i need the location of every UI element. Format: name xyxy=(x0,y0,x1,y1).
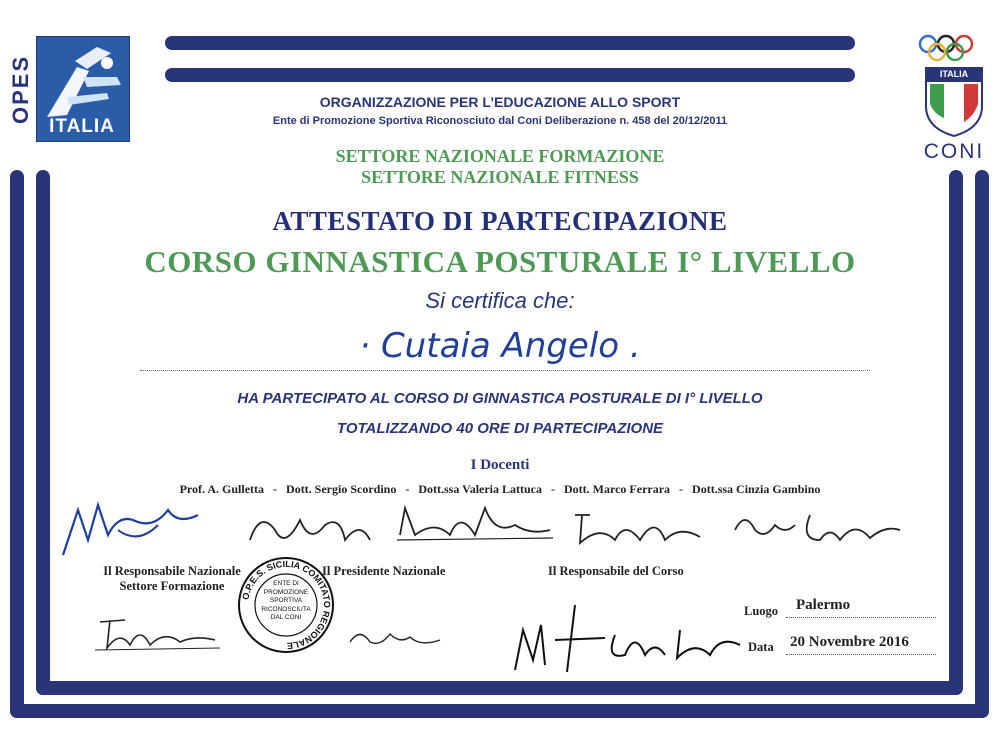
data-value: 20 Novembre 2016 xyxy=(790,634,909,650)
stamp-line-4: RICONOSCIUTA xyxy=(261,605,311,613)
coni-name: CONI xyxy=(923,140,985,163)
role-presidente: Il Presidente Nazionale xyxy=(322,564,446,578)
frame-top-bar-1 xyxy=(165,36,855,50)
certifies-text: Si certifica che: xyxy=(425,288,575,313)
body-line-2: TOTALIZZANDO 40 ORE DI PARTECIPAZIONE xyxy=(336,420,664,437)
sector-formazione: SETTORE NAZIONALE FORMAZIONE xyxy=(335,146,665,166)
coni-italia-label: ITALIA xyxy=(939,69,969,79)
luogo-line xyxy=(786,617,936,618)
org-subtitle: Ente di Promozione Sportiva Riconosciuto dal Coni Deliberazione n. 458 del 20/12/2011 xyxy=(272,115,728,127)
recipient-name: · Cutaia Angelo . xyxy=(359,326,641,366)
stamp-line-5: DAL CONI xyxy=(270,614,302,621)
recipient-dotted-line xyxy=(140,370,870,371)
frame-bottom-bar-inner xyxy=(36,681,963,695)
official-stamp xyxy=(236,555,336,655)
stamp-line-3: SPORTIVA xyxy=(269,597,303,604)
stamp-center-text xyxy=(254,580,318,623)
luogo-label: Luogo xyxy=(744,604,779,618)
frame-top-bar-2 xyxy=(165,68,855,82)
role-responsabile-corso: Il Responsabile del Corso xyxy=(548,564,684,578)
signature-gambino xyxy=(730,500,905,555)
stamp-ring-text: O.P.E.S. SICILIA COMITATO REGIONALE xyxy=(240,558,333,652)
opes-italia-text: ITALIA xyxy=(49,116,115,137)
body-line-1: HA PARTECIPATO AL CORSO DI GINNASTICA POSTURALE DI I° LIVELLO xyxy=(237,390,763,407)
stamp-line-1: ENTE DI xyxy=(273,580,299,587)
data-line xyxy=(786,654,936,655)
role-responsabile-nazionale-line-2: Settore Formazione xyxy=(119,579,225,593)
opes-vertical-text: OPES xyxy=(8,54,33,124)
signature-responsabile-corso xyxy=(505,600,745,675)
course-title: CORSO GINNASTICA POSTURALE I° LIVELLO xyxy=(144,244,856,279)
role-responsabile-nazionale-line-1: Il Responsabile Nazionale xyxy=(103,564,241,578)
teachers-heading: I Docenti xyxy=(470,457,530,473)
teachers-names: Prof. A. Gulletta - Dott. Sergio Scordino - Dott.ssa Valeria Lattuca - Dott. Marco Ferrara - Dott.ssa Cinzia Gambino xyxy=(179,482,821,496)
frame-bottom-bar-outer xyxy=(10,704,989,718)
stamp-line-2: PROMOZIONE xyxy=(263,588,309,596)
luogo-value: Palermo xyxy=(796,597,851,613)
role-responsabile-nazionale xyxy=(92,564,252,594)
signature-gulletta xyxy=(58,495,208,560)
org-name: ORGANIZZAZIONE PER L’EDUCAZIONE ALLO SPORT xyxy=(319,94,681,110)
data-label: Data xyxy=(748,640,774,654)
signature-presidente xyxy=(345,622,445,652)
signature-responsabile-nazionale xyxy=(95,610,225,655)
sector-fitness: SETTORE NAZIONALE FITNESS xyxy=(361,167,639,187)
signature-lattuca xyxy=(395,500,555,550)
olympic-rings-icon xyxy=(912,32,996,62)
signature-scordino xyxy=(245,505,375,555)
certificate-title: ATTESTATO DI PARTECIPAZIONE xyxy=(272,206,728,236)
signature-ferrara xyxy=(570,505,710,550)
